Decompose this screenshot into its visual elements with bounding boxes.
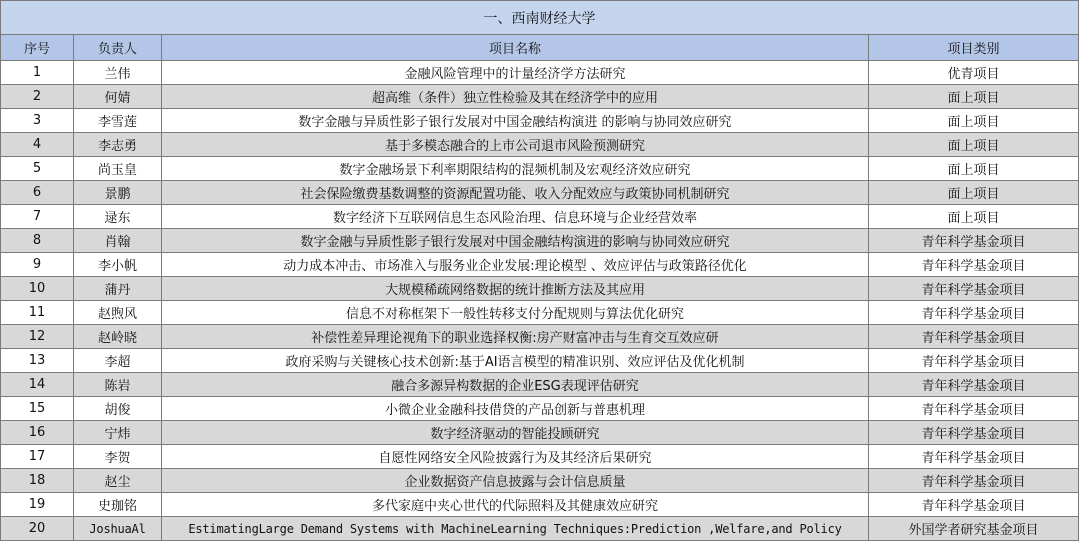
row-leader: 李雪莲 [74, 109, 162, 133]
table-row [1, 325, 1079, 349]
row-number: 7 [1, 205, 74, 229]
table-row [1, 493, 1079, 517]
table-row [1, 349, 1079, 373]
row-number: 11 [1, 301, 74, 325]
row-project-title: 多代家庭中夹心世代的代际照料及其健康效应研究 [162, 493, 869, 517]
row-project-title: 数字经济下互联网信息生态风险治理、信息环境与企业经营效率 [162, 205, 869, 229]
header-project: 项目名称 [162, 35, 869, 61]
table-row [1, 301, 1079, 325]
row-number: 6 [1, 181, 74, 205]
row-number: 9 [1, 253, 74, 277]
row-leader: 赵岭晓 [74, 325, 162, 349]
row-category: 青年科学基金项目 [869, 325, 1079, 349]
row-category: 青年科学基金项目 [869, 253, 1079, 277]
table-row [1, 181, 1079, 205]
header-name: 负责人 [74, 35, 162, 61]
row-number: 4 [1, 133, 74, 157]
row-number: 10 [1, 277, 74, 301]
table-row [1, 253, 1079, 277]
row-number: 17 [1, 445, 74, 469]
row-project-title: 政府采购与关键核心技术创新:基于AI语言模型的精准识别、效应评估及优化机制 [162, 349, 869, 373]
table-row [1, 85, 1079, 109]
header-row [1, 35, 1079, 61]
row-project-title: 企业数据资产信息披露与会计信息质量 [162, 469, 869, 493]
row-project-title: 信息不对称框架下一般性转移支付分配规则与算法优化研究 [162, 301, 869, 325]
row-number: 5 [1, 157, 74, 181]
row-project-title: 融合多源异构数据的企业ESG表现评估研究 [162, 373, 869, 397]
row-category: 青年科学基金项目 [869, 421, 1079, 445]
row-number: 12 [1, 325, 74, 349]
row-leader: 李超 [74, 349, 162, 373]
row-leader: 胡俊 [74, 397, 162, 421]
row-project-title: 自愿性网络安全风险披露行为及其经济后果研究 [162, 445, 869, 469]
row-number: 8 [1, 229, 74, 253]
row-leader: 李贺 [74, 445, 162, 469]
row-category: 青年科学基金项目 [869, 301, 1079, 325]
row-project-title: 数字经济驱动的智能投顾研究 [162, 421, 869, 445]
row-category: 青年科学基金项目 [869, 469, 1079, 493]
row-leader: 李志勇 [74, 133, 162, 157]
row-project-title: 大规模稀疏网络数据的统计推断方法及其应用 [162, 277, 869, 301]
row-project-title: 金融风险管理中的计量经济学方法研究 [162, 61, 869, 85]
table-row [1, 517, 1079, 541]
row-category: 面上项目 [869, 157, 1079, 181]
row-leader: 蒲丹 [74, 277, 162, 301]
row-leader: 陈岩 [74, 373, 162, 397]
row-category: 面上项目 [869, 205, 1079, 229]
table-row [1, 277, 1079, 301]
row-leader: 肖翰 [74, 229, 162, 253]
row-number: 3 [1, 109, 74, 133]
row-leader: 何婧 [74, 85, 162, 109]
table-title: 一、西南财经大学 [1, 1, 1079, 35]
row-category: 面上项目 [869, 85, 1079, 109]
row-project-title: 数字金融场景下利率期限结构的混频机制及宏观经济效应研究 [162, 157, 869, 181]
row-number: 16 [1, 421, 74, 445]
row-category: 青年科学基金项目 [869, 277, 1079, 301]
row-project-title: 超高维（条件）独立性检验及其在经济学中的应用 [162, 85, 869, 109]
row-number: 14 [1, 373, 74, 397]
header-category: 项目类别 [869, 35, 1079, 61]
row-project-title: 数字金融与异质性影子银行发展对中国金融结构演进的影响与协同效应研究 [162, 229, 869, 253]
row-category: 优青项目 [869, 61, 1079, 85]
row-leader: 赵尘 [74, 469, 162, 493]
row-leader: 景鹏 [74, 181, 162, 205]
row-category: 青年科学基金项目 [869, 493, 1079, 517]
row-leader: 李小帆 [74, 253, 162, 277]
row-number: 13 [1, 349, 74, 373]
row-number: 20 [1, 517, 74, 541]
row-project-title: 动力成本冲击、市场准入与服务业企业发展:理论模型 、效应评估与政策路径优化 [162, 253, 869, 277]
row-leader: 逯东 [74, 205, 162, 229]
row-category: 青年科学基金项目 [869, 349, 1079, 373]
row-project-title: EstimatingLarge Demand Systems with MachineLearning Techniques:Prediction ,Welfare,and Policy [162, 517, 869, 541]
row-category: 青年科学基金项目 [869, 373, 1079, 397]
row-project-title: 小微企业金融科技借贷的产品创新与普惠机理 [162, 397, 869, 421]
table-row [1, 469, 1079, 493]
row-category: 外国学者研究基金项目 [869, 517, 1079, 541]
header-no: 序号 [1, 35, 74, 61]
row-category: 青年科学基金项目 [869, 397, 1079, 421]
row-number: 1 [1, 61, 74, 85]
table-row [1, 421, 1079, 445]
row-number: 18 [1, 469, 74, 493]
row-leader: 宁炜 [74, 421, 162, 445]
table-row [1, 397, 1079, 421]
table-row [1, 157, 1079, 181]
row-leader: 赵煦风 [74, 301, 162, 325]
table-row [1, 229, 1079, 253]
row-number: 2 [1, 85, 74, 109]
row-category: 青年科学基金项目 [869, 445, 1079, 469]
row-number: 15 [1, 397, 74, 421]
table-row [1, 109, 1079, 133]
row-project-title: 基于多模态融合的上市公司退市风险预测研究 [162, 133, 869, 157]
table-row [1, 445, 1079, 469]
row-leader: 尚玉皇 [74, 157, 162, 181]
row-leader: JoshuaAl [74, 517, 162, 541]
row-category: 面上项目 [869, 109, 1079, 133]
row-project-title: 数字金融与异质性影子银行发展对中国金融结构演进 的影响与协同效应研究 [162, 109, 869, 133]
row-category: 面上项目 [869, 133, 1079, 157]
table-row [1, 373, 1079, 397]
row-project-title: 补偿性差异理论视角下的职业选择权衡:房产财富冲击与生育交互效应研 [162, 325, 869, 349]
row-leader: 史珈铭 [74, 493, 162, 517]
row-category: 青年科学基金项目 [869, 229, 1079, 253]
row-category: 面上项目 [869, 181, 1079, 205]
row-number: 19 [1, 493, 74, 517]
table-row [1, 133, 1079, 157]
row-project-title: 社会保险缴费基数调整的资源配置功能、收入分配效应与政策协同机制研究 [162, 181, 869, 205]
table-row [1, 61, 1079, 85]
row-leader: 兰伟 [74, 61, 162, 85]
table-row [1, 205, 1079, 229]
